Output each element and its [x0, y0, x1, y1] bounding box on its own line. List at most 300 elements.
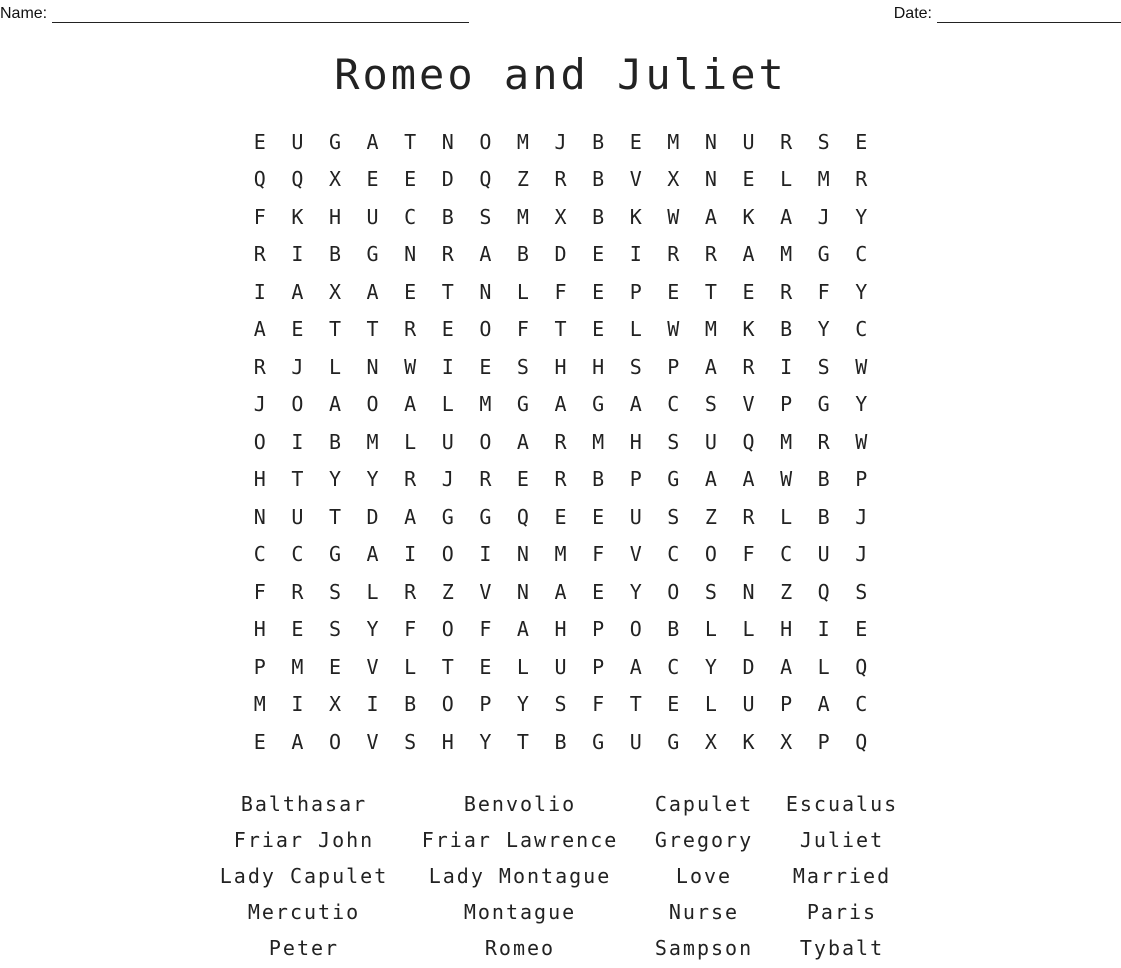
- grid-letter[interactable]: A: [704, 204, 717, 229]
- grid-letter[interactable]: V: [366, 729, 379, 754]
- grid-letter[interactable]: N: [479, 279, 492, 304]
- grid-letter[interactable]: W: [667, 204, 680, 229]
- grid-letter[interactable]: O: [479, 317, 492, 342]
- grid-letter[interactable]: R: [554, 167, 567, 192]
- grid-letter[interactable]: Y: [479, 729, 492, 754]
- grid-letter[interactable]: O: [667, 579, 680, 604]
- grid-letter[interactable]: T: [516, 729, 529, 754]
- grid-letter[interactable]: E: [592, 504, 605, 529]
- grid-letter[interactable]: J: [855, 542, 868, 567]
- grid-letter[interactable]: G: [667, 467, 680, 492]
- grid-letter[interactable]: D: [742, 654, 755, 679]
- grid-letter[interactable]: Y: [855, 204, 868, 229]
- grid-letter[interactable]: O: [291, 392, 304, 417]
- grid-letter[interactable]: U: [742, 692, 755, 717]
- grid-letter[interactable]: B: [404, 692, 417, 717]
- grid-letter[interactable]: E: [366, 167, 379, 192]
- grid-letter[interactable]: I: [404, 542, 417, 567]
- grid-letter[interactable]: H: [328, 204, 341, 229]
- grid-letter[interactable]: S: [667, 429, 680, 454]
- grid-letter[interactable]: A: [817, 692, 830, 717]
- grid-letter[interactable]: R: [742, 504, 755, 529]
- grid-letter[interactable]: B: [328, 429, 341, 454]
- grid-letter[interactable]: G: [817, 242, 830, 267]
- grid-letter[interactable]: F: [592, 692, 605, 717]
- grid-letter[interactable]: R: [253, 242, 266, 267]
- word-bank-item: Peter: [268, 936, 340, 960]
- grid-letter[interactable]: P: [592, 617, 605, 642]
- grid-letter[interactable]: E: [592, 579, 605, 604]
- grid-letter[interactable]: L: [817, 654, 830, 679]
- grid-letter[interactable]: M: [780, 429, 793, 454]
- grid-letter[interactable]: Q: [742, 429, 755, 454]
- grid-row: [241, 686, 880, 724]
- grid-letter[interactable]: N: [253, 504, 266, 529]
- grid-letter[interactable]: A: [742, 242, 755, 267]
- grid-letter[interactable]: M: [516, 204, 529, 229]
- grid-letter[interactable]: H: [780, 617, 793, 642]
- grid-letter[interactable]: H: [629, 429, 642, 454]
- grid-letter[interactable]: A: [366, 129, 379, 154]
- grid-letter[interactable]: G: [479, 504, 492, 529]
- grid-letter[interactable]: L: [404, 429, 417, 454]
- grid-letter[interactable]: I: [366, 692, 379, 717]
- grid-letter[interactable]: L: [742, 617, 755, 642]
- grid-letter[interactable]: Z: [704, 504, 717, 529]
- grid-letter[interactable]: E: [592, 242, 605, 267]
- grid-letter[interactable]: A: [253, 317, 266, 342]
- grid-letter[interactable]: S: [667, 504, 680, 529]
- grid-letter[interactable]: E: [328, 654, 341, 679]
- grid-letter[interactable]: S: [404, 729, 417, 754]
- grid-letter[interactable]: U: [441, 429, 454, 454]
- grid-letter[interactable]: R: [441, 242, 454, 267]
- grid-letter[interactable]: L: [441, 392, 454, 417]
- grid-letter[interactable]: O: [328, 729, 341, 754]
- grid-letter[interactable]: V: [629, 542, 642, 567]
- grid-letter[interactable]: C: [855, 242, 868, 267]
- grid-letter[interactable]: U: [629, 729, 642, 754]
- grid-letter[interactable]: F: [404, 617, 417, 642]
- grid-letter[interactable]: E: [441, 317, 454, 342]
- grid-letter[interactable]: R: [404, 467, 417, 492]
- grid-letter[interactable]: R: [817, 429, 830, 454]
- grid-letter[interactable]: X: [328, 279, 341, 304]
- grid-letter[interactable]: C: [667, 542, 680, 567]
- grid-letter[interactable]: F: [817, 279, 830, 304]
- grid-letter[interactable]: K: [629, 204, 642, 229]
- grid-letter[interactable]: S: [855, 579, 868, 604]
- grid-letter[interactable]: J: [855, 504, 868, 529]
- grid-letter[interactable]: U: [742, 129, 755, 154]
- grid-letter[interactable]: E: [742, 279, 755, 304]
- grid-letter[interactable]: G: [667, 729, 680, 754]
- grid-letter[interactable]: R: [404, 317, 417, 342]
- grid-letter[interactable]: G: [366, 242, 379, 267]
- grid-letter[interactable]: U: [629, 504, 642, 529]
- grid-letter[interactable]: R: [742, 354, 755, 379]
- grid-letter[interactable]: B: [592, 129, 605, 154]
- grid-letter[interactable]: L: [704, 617, 717, 642]
- grid-letter[interactable]: R: [780, 279, 793, 304]
- grid-letter[interactable]: O: [479, 129, 492, 154]
- grid-letter[interactable]: A: [328, 392, 341, 417]
- grid-letter[interactable]: L: [780, 504, 793, 529]
- grid-letter[interactable]: G: [328, 542, 341, 567]
- grid-letter[interactable]: N: [441, 129, 454, 154]
- grid-letter[interactable]: O: [441, 617, 454, 642]
- grid-letter[interactable]: I: [253, 279, 266, 304]
- grid-letter[interactable]: R: [667, 242, 680, 267]
- grid-letter[interactable]: Y: [855, 392, 868, 417]
- grid-letter[interactable]: I: [291, 242, 304, 267]
- grid-letter[interactable]: C: [855, 317, 868, 342]
- grid-letter[interactable]: Y: [704, 654, 717, 679]
- grid-letter[interactable]: B: [328, 242, 341, 267]
- grid-letter[interactable]: K: [742, 729, 755, 754]
- grid-letter[interactable]: A: [629, 654, 642, 679]
- grid-row: [241, 386, 880, 424]
- grid-letter[interactable]: O: [441, 542, 454, 567]
- grid-letter[interactable]: T: [441, 279, 454, 304]
- grid-letter[interactable]: N: [366, 354, 379, 379]
- grid-letter[interactable]: L: [328, 354, 341, 379]
- grid-letter[interactable]: M: [704, 317, 717, 342]
- grid-letter[interactable]: P: [253, 654, 266, 679]
- grid-letter[interactable]: J: [441, 467, 454, 492]
- grid-letter[interactable]: S: [516, 354, 529, 379]
- grid-letter[interactable]: P: [667, 354, 680, 379]
- grid-letter[interactable]: E: [253, 729, 266, 754]
- grid-letter[interactable]: U: [704, 429, 717, 454]
- grid-letter[interactable]: R: [704, 242, 717, 267]
- grid-letter[interactable]: U: [291, 504, 304, 529]
- grid-letter[interactable]: R: [253, 354, 266, 379]
- grid-letter[interactable]: X: [667, 167, 680, 192]
- grid-letter[interactable]: A: [404, 504, 417, 529]
- grid-letter[interactable]: B: [592, 167, 605, 192]
- grid-letter[interactable]: F: [479, 617, 492, 642]
- grid-letter[interactable]: K: [291, 204, 304, 229]
- grid-letter[interactable]: A: [704, 354, 717, 379]
- grid-letter[interactable]: V: [742, 392, 755, 417]
- word-bank-item: Friar John: [233, 828, 375, 852]
- grid-letter[interactable]: X: [704, 729, 717, 754]
- grid-letter[interactable]: F: [742, 542, 755, 567]
- grid-letter[interactable]: A: [554, 392, 567, 417]
- grid-letter[interactable]: L: [780, 167, 793, 192]
- date-line[interactable]: [937, 4, 1121, 23]
- grid-letter[interactable]: X: [328, 692, 341, 717]
- grid-letter[interactable]: E: [479, 354, 492, 379]
- grid-letter[interactable]: U: [817, 542, 830, 567]
- grid-letter[interactable]: B: [667, 617, 680, 642]
- grid-letter[interactable]: W: [855, 429, 868, 454]
- grid-letter[interactable]: T: [629, 692, 642, 717]
- grid-letter[interactable]: A: [404, 392, 417, 417]
- grid-letter[interactable]: O: [253, 429, 266, 454]
- grid-letter[interactable]: S: [479, 204, 492, 229]
- grid-letter[interactable]: Q: [479, 167, 492, 192]
- grid-letter[interactable]: T: [328, 504, 341, 529]
- grid-letter[interactable]: E: [253, 129, 266, 154]
- grid-letter[interactable]: S: [629, 354, 642, 379]
- grid-letter[interactable]: P: [780, 392, 793, 417]
- grid-letter[interactable]: M: [253, 692, 266, 717]
- grid-letter[interactable]: V: [366, 654, 379, 679]
- grid-letter[interactable]: B: [592, 204, 605, 229]
- grid-letter[interactable]: F: [592, 542, 605, 567]
- grid-letter[interactable]: X: [554, 204, 567, 229]
- grid-letter[interactable]: R: [554, 429, 567, 454]
- grid-letter[interactable]: M: [291, 654, 304, 679]
- grid-letter[interactable]: F: [253, 579, 266, 604]
- grid-letter[interactable]: E: [291, 317, 304, 342]
- grid-letter[interactable]: A: [780, 654, 793, 679]
- grid-letter[interactable]: R: [554, 467, 567, 492]
- grid-letter[interactable]: E: [742, 167, 755, 192]
- grid-letter[interactable]: N: [516, 579, 529, 604]
- grid-letter[interactable]: Y: [855, 279, 868, 304]
- grid-letter[interactable]: V: [479, 579, 492, 604]
- grid-letter[interactable]: E: [554, 504, 567, 529]
- grid-letter[interactable]: D: [554, 242, 567, 267]
- grid-letter[interactable]: N: [742, 579, 755, 604]
- grid-letter[interactable]: Q: [855, 729, 868, 754]
- grid-letter[interactable]: Q: [817, 579, 830, 604]
- grid-letter[interactable]: N: [704, 129, 717, 154]
- grid-letter[interactable]: G: [592, 392, 605, 417]
- grid-letter[interactable]: M: [667, 129, 680, 154]
- grid-letter[interactable]: W: [667, 317, 680, 342]
- grid-letter[interactable]: T: [704, 279, 717, 304]
- grid-letter[interactable]: S: [704, 579, 717, 604]
- grid-letter[interactable]: E: [404, 279, 417, 304]
- grid-letter[interactable]: I: [441, 354, 454, 379]
- grid-letter[interactable]: B: [554, 729, 567, 754]
- grid-letter[interactable]: A: [291, 729, 304, 754]
- name-field[interactable]: [0, 4, 469, 23]
- grid-letter[interactable]: P: [629, 467, 642, 492]
- grid-letter[interactable]: P: [592, 654, 605, 679]
- grid-letter[interactable]: A: [479, 242, 492, 267]
- grid-letter[interactable]: H: [554, 617, 567, 642]
- grid-letter[interactable]: N: [704, 167, 717, 192]
- grid-letter[interactable]: A: [554, 579, 567, 604]
- grid-letter[interactable]: K: [742, 204, 755, 229]
- grid-letter[interactable]: T: [441, 654, 454, 679]
- grid-letter[interactable]: I: [817, 617, 830, 642]
- grid-letter[interactable]: E: [592, 279, 605, 304]
- grid-letter[interactable]: M: [592, 429, 605, 454]
- grid-letter[interactable]: Q: [291, 167, 304, 192]
- grid-letter[interactable]: G: [441, 504, 454, 529]
- grid-letter[interactable]: U: [291, 129, 304, 154]
- grid-letter[interactable]: E: [404, 167, 417, 192]
- grid-letter[interactable]: W: [780, 467, 793, 492]
- grid-letter[interactable]: R: [291, 579, 304, 604]
- grid-letter[interactable]: M: [479, 392, 492, 417]
- grid-letter[interactable]: I: [629, 242, 642, 267]
- grid-letter[interactable]: S: [328, 617, 341, 642]
- grid-letter[interactable]: O: [629, 617, 642, 642]
- grid-letter[interactable]: B: [516, 242, 529, 267]
- grid-letter[interactable]: Q: [253, 167, 266, 192]
- grid-letter[interactable]: S: [554, 692, 567, 717]
- grid-letter[interactable]: C: [404, 204, 417, 229]
- word-bank: [212, 786, 920, 966]
- grid-letter[interactable]: M: [516, 129, 529, 154]
- grid-letter[interactable]: P: [817, 729, 830, 754]
- grid-letter[interactable]: M: [366, 429, 379, 454]
- grid-letter[interactable]: X: [328, 167, 341, 192]
- grid-letter[interactable]: D: [366, 504, 379, 529]
- grid-letter[interactable]: P: [479, 692, 492, 717]
- grid-letter[interactable]: O: [479, 429, 492, 454]
- grid-letter[interactable]: F: [253, 204, 266, 229]
- grid-letter[interactable]: A: [742, 467, 755, 492]
- grid-letter[interactable]: B: [817, 504, 830, 529]
- grid-letter[interactable]: I: [479, 542, 492, 567]
- grid-letter[interactable]: I: [780, 354, 793, 379]
- grid-letter[interactable]: L: [404, 654, 417, 679]
- grid-letter[interactable]: O: [366, 392, 379, 417]
- grid-letter[interactable]: Y: [328, 467, 341, 492]
- grid-letter[interactable]: T: [554, 317, 567, 342]
- grid-letter[interactable]: C: [667, 654, 680, 679]
- grid-letter[interactable]: U: [554, 654, 567, 679]
- grid-letter[interactable]: A: [780, 204, 793, 229]
- grid-letter[interactable]: A: [366, 542, 379, 567]
- grid-letter[interactable]: M: [554, 542, 567, 567]
- grid-letter[interactable]: T: [366, 317, 379, 342]
- grid-letter[interactable]: M: [780, 242, 793, 267]
- grid-letter[interactable]: F: [516, 317, 529, 342]
- grid-letter[interactable]: T: [328, 317, 341, 342]
- grid-letter[interactable]: H: [253, 467, 266, 492]
- grid-letter[interactable]: Z: [441, 579, 454, 604]
- grid-letter[interactable]: P: [780, 692, 793, 717]
- grid-letter[interactable]: T: [404, 129, 417, 154]
- grid-letter[interactable]: S: [817, 129, 830, 154]
- grid-letter[interactable]: N: [404, 242, 417, 267]
- grid-letter[interactable]: R: [855, 167, 868, 192]
- grid-letter[interactable]: V: [629, 167, 642, 192]
- grid-letter[interactable]: E: [291, 617, 304, 642]
- grid-letter[interactable]: L: [516, 654, 529, 679]
- grid-letter[interactable]: X: [780, 729, 793, 754]
- grid-letter[interactable]: W: [404, 354, 417, 379]
- grid-letter[interactable]: A: [516, 617, 529, 642]
- grid-letter[interactable]: G: [592, 729, 605, 754]
- word-bank-item: Juliet: [799, 828, 885, 852]
- grid-letter[interactable]: E: [516, 467, 529, 492]
- grid-letter[interactable]: L: [629, 317, 642, 342]
- grid-row: [241, 273, 880, 311]
- grid-letter[interactable]: L: [366, 579, 379, 604]
- grid-letter[interactable]: R: [780, 129, 793, 154]
- grid-letter[interactable]: H: [253, 617, 266, 642]
- grid-letter[interactable]: I: [291, 692, 304, 717]
- grid-letter[interactable]: S: [328, 579, 341, 604]
- grid-letter[interactable]: M: [817, 167, 830, 192]
- grid-letter[interactable]: H: [592, 354, 605, 379]
- grid-letter[interactable]: J: [291, 354, 304, 379]
- grid-letter[interactable]: E: [855, 129, 868, 154]
- grid-letter[interactable]: B: [441, 204, 454, 229]
- grid-letter[interactable]: Q: [516, 504, 529, 529]
- grid-letter[interactable]: Z: [516, 167, 529, 192]
- grid-letter[interactable]: G: [817, 392, 830, 417]
- grid-letter[interactable]: B: [592, 467, 605, 492]
- name-line[interactable]: [52, 4, 469, 23]
- grid-letter[interactable]: E: [855, 617, 868, 642]
- grid-letter[interactable]: G: [516, 392, 529, 417]
- grid-letter[interactable]: A: [366, 279, 379, 304]
- grid-letter[interactable]: Q: [855, 654, 868, 679]
- grid-letter[interactable]: B: [817, 467, 830, 492]
- grid-letter[interactable]: O: [704, 542, 717, 567]
- grid-letter[interactable]: G: [328, 129, 341, 154]
- grid-letter[interactable]: L: [704, 692, 717, 717]
- grid-letter[interactable]: C: [855, 692, 868, 717]
- grid-letter[interactable]: Y: [366, 467, 379, 492]
- grid-letter[interactable]: J: [817, 204, 830, 229]
- date-field[interactable]: [894, 4, 1121, 23]
- grid-letter[interactable]: Y: [817, 317, 830, 342]
- grid-letter[interactable]: F: [554, 279, 567, 304]
- grid-letter[interactable]: E: [479, 654, 492, 679]
- grid-letter[interactable]: U: [366, 204, 379, 229]
- grid-letter[interactable]: N: [516, 542, 529, 567]
- grid-letter[interactable]: W: [855, 354, 868, 379]
- grid-letter[interactable]: E: [592, 317, 605, 342]
- grid-letter[interactable]: H: [441, 729, 454, 754]
- grid-letter[interactable]: T: [291, 467, 304, 492]
- grid-letter[interactable]: S: [817, 354, 830, 379]
- grid-letter[interactable]: R: [479, 467, 492, 492]
- grid-letter[interactable]: K: [742, 317, 755, 342]
- grid-letter[interactable]: A: [629, 392, 642, 417]
- grid-letter[interactable]: E: [629, 129, 642, 154]
- grid-letter[interactable]: O: [441, 692, 454, 717]
- grid-letter[interactable]: J: [554, 129, 567, 154]
- grid-letter[interactable]: Y: [366, 617, 379, 642]
- grid-letter[interactable]: B: [780, 317, 793, 342]
- grid-letter[interactable]: J: [253, 392, 266, 417]
- grid-letter[interactable]: Z: [780, 579, 793, 604]
- grid-letter[interactable]: C: [291, 542, 304, 567]
- grid-letter[interactable]: Y: [629, 579, 642, 604]
- grid-letter[interactable]: E: [667, 692, 680, 717]
- grid-letter[interactable]: D: [441, 167, 454, 192]
- grid-letter[interactable]: C: [667, 392, 680, 417]
- grid-letter[interactable]: C: [780, 542, 793, 567]
- grid-letter[interactable]: L: [516, 279, 529, 304]
- grid-letter[interactable]: I: [291, 429, 304, 454]
- grid-letter[interactable]: P: [855, 467, 868, 492]
- grid-letter[interactable]: R: [404, 579, 417, 604]
- grid-letter[interactable]: H: [554, 354, 567, 379]
- grid-letter[interactable]: P: [629, 279, 642, 304]
- grid-letter[interactable]: E: [667, 279, 680, 304]
- grid-letter[interactable]: A: [516, 429, 529, 454]
- grid-letter[interactable]: A: [291, 279, 304, 304]
- grid-letter[interactable]: A: [704, 467, 717, 492]
- grid-letter[interactable]: C: [253, 542, 266, 567]
- grid-letter[interactable]: S: [704, 392, 717, 417]
- grid-letter[interactable]: Y: [516, 692, 529, 717]
